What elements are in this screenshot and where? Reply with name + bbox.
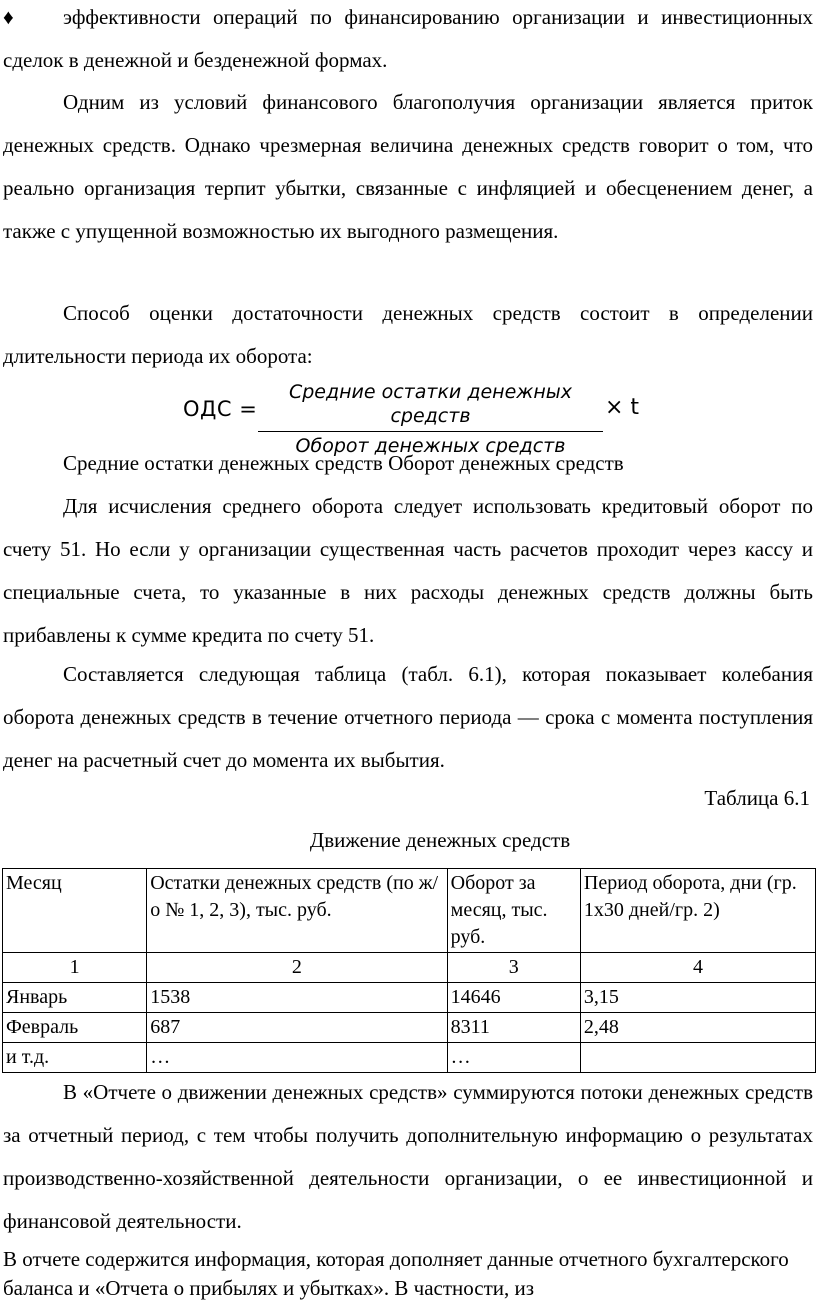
table-cell: 3,15: [580, 983, 815, 1013]
ods-formula: [183, 380, 643, 457]
formula-denominator: Оборот денежных средств: [295, 435, 566, 457]
paragraph-assessment-method: Способ оценки достаточности денежных средств состоит в определении длительности периода их оборота:: [3, 301, 813, 368]
header-turnover: Оборот за месяц, тыс. руб.: [447, 869, 580, 953]
table-row: [3, 983, 816, 1013]
header-period: Период оборота, дни (гр. 1х30 дней/гр. 2): [580, 869, 815, 953]
paragraph-average-turnover: Для исчисления среднего оборота следует использовать кредитовый оборот по счету 51. Но если у организации существенная часть расчетов проходит через кассу и специальные счета, то указанные в них расходы денежных средств должны быть прибавлены к сумме кредита по счету 51.: [3, 494, 813, 647]
table-header-row: [3, 869, 816, 953]
table-cell: 14646: [447, 983, 580, 1013]
bullet-paragraph: [3, 0, 813, 82]
table-cell: 1538: [147, 983, 447, 1013]
table-cell: Январь: [3, 983, 147, 1013]
formula-numerator: Средние остатки денежных средств: [288, 381, 573, 427]
table-cell: [580, 1043, 815, 1073]
paragraph-cash-inflow: Одним из условий финансового благополучия организации является приток денежных средств. Однако чрезмерная величина денежных средств говорит о том, что реально организация терпит убытки, связанные с инфляцией и обесценением денег, а также с упущенной возможностью их выгодного размещения.: [3, 90, 813, 243]
table-cell: 2,48: [580, 1013, 815, 1043]
paragraph-report-contents: В отчете содержится информация, которая дополняет данные отчетного бухгалтерского баланса и «Отчета о прибылях и убытках». В частности, из: [3, 1247, 789, 1300]
table-column-numbers-row: [3, 953, 816, 983]
table-cell: 687: [147, 1013, 447, 1043]
column-number: 4: [580, 953, 815, 983]
table-cell: 8311: [447, 1013, 580, 1043]
column-number: 2: [147, 953, 447, 983]
column-number: 3: [447, 953, 580, 983]
table-title: Движение денежных средств: [309, 828, 571, 852]
paragraph-formula-terms: Средние остатки денежных средств Оборот денежных средств: [63, 451, 624, 475]
table-cell: …: [447, 1043, 580, 1073]
cash-flow-table: [2, 868, 816, 1073]
table-cell: …: [147, 1043, 447, 1073]
bullet-text: эффективности операций по финансированию организации и инвестиционных сделок в денежной и безденежной формах.: [3, 5, 813, 72]
table-cell: Февраль: [3, 1013, 147, 1043]
table-cell: и т.д.: [3, 1043, 147, 1073]
fraction-bar: [258, 431, 603, 432]
paragraph-cash-flow-report: В «Отчете о движении денежных средств» суммируются потоки денежных средств за отчетный период, с тем чтобы получить дополнительную информацию о результатах производственно-хозяйственной деятельности организации, о ее инвестиционной и финансовой деятельности.: [3, 1080, 813, 1233]
table-row: [3, 1043, 816, 1073]
table-label: Таблица 6.1: [704, 786, 810, 810]
header-month: Месяц: [3, 869, 147, 953]
formula-multiplier: × t: [605, 395, 640, 420]
paragraph-table-intro: Составляется следующая таблица (табл. 6.1), которая показывает колебания оборота денежных средств в течение отчетного периода — срока с момента поступления денег на расчетный счет до момента их выбытия.: [3, 662, 813, 772]
diamond-bullet-icon: ♦: [3, 5, 14, 29]
header-balances: Остатки денежных средств (по ж/о № 1, 2, 3), тыс. руб.: [147, 869, 447, 953]
column-number: 1: [3, 953, 147, 983]
table-row: [3, 1013, 816, 1043]
formula-lhs: ОДС =: [183, 397, 258, 421]
